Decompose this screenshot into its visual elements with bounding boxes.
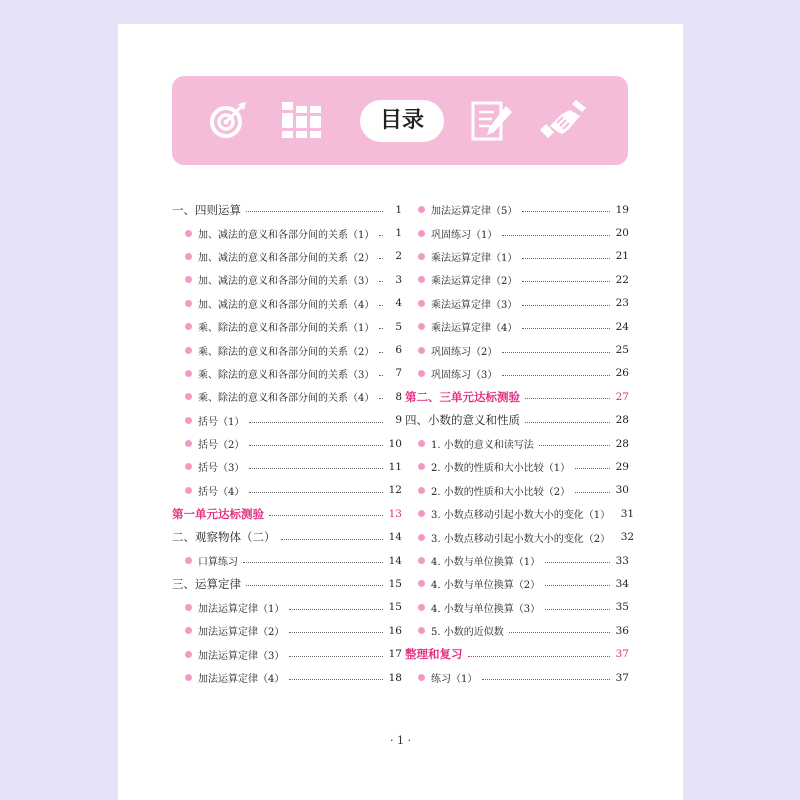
- dot-leader: [539, 445, 610, 446]
- toc-entry: [172, 619, 402, 642]
- bullet-dot-icon: [418, 557, 425, 564]
- toc-entry: [405, 245, 629, 268]
- toc-entry-label: 加、减法的意义和各部分间的关系（2）: [198, 252, 375, 264]
- bullet-dot-icon: [418, 674, 425, 681]
- toc-unit-test: [405, 642, 629, 665]
- dot-leader: [545, 562, 610, 563]
- bullet-dot-icon: [418, 347, 425, 354]
- toc-entry: [172, 409, 402, 432]
- bullet-dot-icon: [418, 604, 425, 611]
- toc-entry: [172, 385, 402, 408]
- toc-entry: [405, 292, 629, 315]
- toc-entry: [172, 245, 402, 268]
- toc-page-number: 24: [615, 320, 629, 333]
- toc-entry-label: 加、减法的意义和各部分间的关系（4）: [198, 299, 375, 311]
- toc-entry: [405, 479, 629, 502]
- dot-leader: [249, 492, 383, 493]
- toc-page-number: 23: [615, 297, 629, 310]
- toc-entry: [172, 362, 402, 385]
- toc-entry: [172, 338, 402, 361]
- dot-leader: [522, 328, 610, 329]
- bullet-dot-icon: [185, 463, 192, 470]
- toc-entry-label: 括号（2）: [198, 440, 245, 452]
- toc-entry-label: 加法运算定律（3）: [198, 650, 285, 662]
- toc-page-number: 28: [615, 414, 629, 427]
- toc-entry: [405, 525, 635, 548]
- toc-entry-label: 5. 小数的近似数: [431, 627, 504, 639]
- toc-entry: [405, 666, 629, 689]
- bullet-dot-icon: [185, 347, 192, 354]
- toc-entry-label: 括号（3）: [198, 463, 245, 475]
- dot-leader: [243, 562, 383, 563]
- toc-entry: [172, 315, 402, 338]
- toc-entry: [172, 268, 402, 291]
- toc-page-number: 36: [615, 624, 629, 637]
- toc-entry-label: 一、四则运算: [172, 202, 241, 217]
- dot-leader: [575, 492, 610, 493]
- dot-leader: [269, 515, 383, 516]
- toc-entry: [172, 292, 402, 315]
- toc-entry-label: 4. 小数与单位换算（3）: [431, 603, 541, 615]
- dot-leader: [379, 281, 383, 282]
- toc-entry-label: 口算练习: [198, 557, 238, 569]
- toc-entry-label: 巩固练习（3）: [431, 369, 498, 381]
- toc-page-number: 14: [388, 531, 402, 544]
- dot-leader: [249, 468, 383, 469]
- bullet-dot-icon: [418, 627, 425, 634]
- toc-page-number: 6: [395, 344, 402, 357]
- dot-leader: [509, 632, 610, 633]
- toc-page-number: 10: [388, 437, 402, 450]
- bullet-dot-icon: [185, 417, 192, 424]
- bullet-dot-icon: [185, 370, 192, 377]
- toc-page-number: 21: [615, 250, 629, 263]
- toc-entry: [405, 315, 629, 338]
- dot-leader: [525, 398, 610, 399]
- toc-entry-label: 乘法运算定律（3）: [431, 299, 518, 311]
- toc-unit-test: [405, 385, 629, 408]
- dot-leader: [289, 609, 383, 610]
- dot-leader: [522, 211, 610, 212]
- toc-page-number: 25: [615, 344, 629, 357]
- toc-entry-label: 乘法运算定律（4）: [431, 323, 518, 335]
- toc-page-number: 31: [620, 507, 635, 520]
- toc-entry-label: 加、减法的意义和各部分间的关系（3）: [198, 276, 375, 288]
- toc-page-number: 15: [388, 601, 402, 614]
- toc-section: [172, 525, 402, 548]
- toc-page-number: 27: [615, 390, 629, 403]
- toc-section: [172, 198, 402, 221]
- dot-leader: [379, 352, 383, 353]
- toc-page-number: 28: [615, 437, 629, 450]
- toc-entry-label: 巩固练习（1）: [431, 229, 498, 241]
- toc-page-number: 20: [615, 227, 629, 240]
- toc-entry-label: 第二、三单元达标测验: [405, 389, 520, 404]
- toc-entry: [405, 619, 629, 642]
- dot-leader: [522, 281, 610, 282]
- toc-page-number: 14: [388, 554, 402, 567]
- toc-entry-label: 第一单元达标测验: [172, 506, 264, 521]
- toc-entry: [172, 455, 402, 478]
- bullet-dot-icon: [418, 276, 425, 283]
- toc-entry: [172, 432, 402, 455]
- toc-page-number: 5: [395, 320, 402, 333]
- toc-entry: [405, 221, 629, 244]
- bullet-dot-icon: [418, 230, 425, 237]
- toc-entry-label: 四、小数的意义和性质: [405, 413, 520, 428]
- toc-entry-label: 1. 小数的意义和读写法: [431, 440, 534, 452]
- bullet-dot-icon: [185, 604, 192, 611]
- toc-entry-label: 三、运算定律: [172, 576, 241, 591]
- toc-entry: [405, 502, 635, 525]
- toc-section: [172, 572, 402, 595]
- toc-page-number: 32: [620, 531, 635, 544]
- toc-page-number: 16: [388, 624, 402, 637]
- dot-leader: [246, 585, 383, 586]
- toc-entry-label: 加法运算定律（1）: [198, 603, 285, 615]
- bullet-dot-icon: [418, 440, 425, 447]
- dot-leader: [502, 235, 610, 236]
- dot-leader: [379, 398, 383, 399]
- page-title: 目录: [360, 100, 444, 142]
- toc-page-number: 7: [395, 367, 402, 380]
- dot-leader: [379, 258, 383, 259]
- dot-leader: [545, 585, 610, 586]
- toc-right-column: [405, 198, 635, 689]
- bullet-dot-icon: [418, 300, 425, 307]
- toc-entry-label: 乘、除法的意义和各部分间的关系（2）: [198, 346, 375, 358]
- bullet-dot-icon: [418, 253, 425, 260]
- toc-entry: [172, 549, 402, 572]
- toc-entry-label: 加法运算定律（5）: [431, 206, 518, 218]
- toc-page-number: 15: [388, 577, 402, 590]
- toc-entry-label: 整理和复习: [405, 647, 463, 662]
- toc-page-number: 19: [615, 203, 629, 216]
- toc-entry-label: 2. 小数的性质和大小比较（2）: [431, 486, 571, 498]
- bullet-dot-icon: [185, 487, 192, 494]
- checklist-pen-icon: [470, 100, 514, 144]
- toc-unit-test: [172, 502, 402, 525]
- dot-leader: [289, 656, 383, 657]
- toc-page-number: 37: [615, 648, 629, 661]
- toc-entry: [405, 455, 629, 478]
- toc-entry-label: 加、减法的意义和各部分间的关系（1）: [198, 229, 375, 241]
- bullet-dot-icon: [418, 370, 425, 377]
- toc-entry-label: 巩固练习（2）: [431, 346, 498, 358]
- bullet-dot-icon: [418, 487, 425, 494]
- dot-leader: [502, 352, 610, 353]
- toc-page-number: 33: [615, 554, 629, 567]
- toc-entry-label: 括号（1）: [198, 416, 245, 428]
- toc-entry-label: 乘法运算定律（1）: [431, 252, 518, 264]
- bullet-dot-icon: [185, 300, 192, 307]
- toc-entry-label: 4. 小数与单位换算（2）: [431, 580, 541, 592]
- page-number: · 1 ·: [390, 734, 411, 747]
- toc-entry: [405, 362, 629, 385]
- toc-page-number: 3: [395, 273, 402, 286]
- toc-page-number: 34: [615, 577, 629, 590]
- bullet-dot-icon: [418, 534, 425, 541]
- toc-entry: [405, 338, 629, 361]
- dot-leader: [289, 679, 383, 680]
- toc-entry-label: 乘、除法的意义和各部分间的关系（1）: [198, 323, 375, 335]
- bullet-dot-icon: [185, 557, 192, 564]
- toc-page-number: 17: [388, 648, 402, 661]
- toc-entry-label: 练习（1）: [431, 674, 478, 685]
- bullet-dot-icon: [185, 230, 192, 237]
- toc-entry: [405, 596, 629, 619]
- toc-entry-label: 括号（4）: [198, 486, 245, 498]
- toc-page-number: 2: [395, 250, 402, 263]
- dot-leader: [281, 539, 384, 540]
- dot-leader: [525, 422, 610, 423]
- toc-entry: [405, 549, 629, 572]
- toc-page-number: 9: [395, 414, 402, 427]
- toc-entry: [405, 198, 629, 221]
- bullet-dot-icon: [418, 206, 425, 213]
- toc-page-number: 37: [615, 671, 629, 684]
- toc-page-number: 18: [388, 671, 402, 684]
- bullet-dot-icon: [185, 323, 192, 330]
- toc-page-number: 1: [395, 227, 402, 240]
- toc-entry: [405, 572, 629, 595]
- books-icon: [280, 100, 324, 142]
- toc-entry: [172, 221, 402, 244]
- bullet-dot-icon: [418, 510, 425, 517]
- toc-entry: [172, 596, 402, 619]
- bullet-dot-icon: [418, 580, 425, 587]
- toc-entry: [172, 642, 402, 665]
- bullet-dot-icon: [185, 651, 192, 658]
- toc-page-number: 11: [388, 460, 402, 473]
- toc-page-number: 1: [395, 203, 402, 216]
- handshake-icon: [538, 96, 592, 144]
- dot-leader: [502, 375, 610, 376]
- toc-page-number: 35: [615, 601, 629, 614]
- toc-entry-label: 2. 小数的性质和大小比较（1）: [431, 463, 571, 475]
- bullet-dot-icon: [185, 393, 192, 400]
- bullet-dot-icon: [418, 463, 425, 470]
- toc-entry: [405, 432, 629, 455]
- dot-leader: [379, 235, 383, 236]
- bullet-dot-icon: [185, 674, 192, 681]
- toc-entry-label: 乘法运算定律（2）: [431, 276, 518, 288]
- toc-section: [405, 409, 629, 432]
- bullet-dot-icon: [185, 276, 192, 283]
- toc-entry-label: 3. 小数点移动引起小数大小的变化（2）: [431, 533, 611, 545]
- toc-entry-label: 二、观察物体（二）: [172, 530, 276, 545]
- toc-entry: [405, 268, 629, 291]
- dot-leader: [482, 679, 610, 680]
- toc-page-number: 30: [615, 484, 629, 497]
- bullet-dot-icon: [185, 627, 192, 634]
- dot-leader: [249, 445, 383, 446]
- dot-leader: [468, 656, 611, 657]
- toc-entry-label: 加法运算定律（2）: [198, 627, 285, 639]
- toc-entry-label: 3. 小数点移动引起小数大小的变化（1）: [431, 510, 611, 522]
- toc-entry-label: 4. 小数与单位换算（1）: [431, 557, 541, 569]
- toc-page-number: 26: [615, 367, 629, 380]
- toc-entry: [172, 666, 402, 689]
- bullet-dot-icon: [418, 323, 425, 330]
- dot-leader: [249, 422, 383, 423]
- dot-leader: [522, 258, 610, 259]
- toc-entry: [172, 479, 402, 502]
- target-icon: [208, 100, 248, 140]
- toc-page-number: 12: [388, 484, 402, 497]
- dot-leader: [379, 375, 383, 376]
- toc-entry-label: 乘、除法的意义和各部分间的关系（3）: [198, 369, 375, 381]
- dot-leader: [575, 468, 610, 469]
- toc-page-number: 13: [388, 507, 402, 520]
- document-page: [118, 24, 683, 800]
- toc-page-number: 29: [615, 460, 629, 473]
- toc-page-number: 8: [395, 390, 402, 403]
- title-banner: [172, 76, 628, 165]
- dot-leader: [246, 211, 383, 212]
- toc-page-number: 4: [395, 297, 402, 310]
- toc-left-column: [172, 198, 402, 689]
- dot-leader: [545, 609, 610, 610]
- dot-leader: [379, 328, 383, 329]
- bullet-dot-icon: [185, 253, 192, 260]
- dot-leader: [379, 305, 383, 306]
- toc-page-number: 22: [615, 273, 629, 286]
- toc-entry-label: 加法运算定律（4）: [198, 674, 285, 685]
- dot-leader: [289, 632, 383, 633]
- bullet-dot-icon: [185, 440, 192, 447]
- dot-leader: [522, 305, 610, 306]
- toc-entry-label: 乘、除法的意义和各部分间的关系（4）: [198, 393, 375, 405]
